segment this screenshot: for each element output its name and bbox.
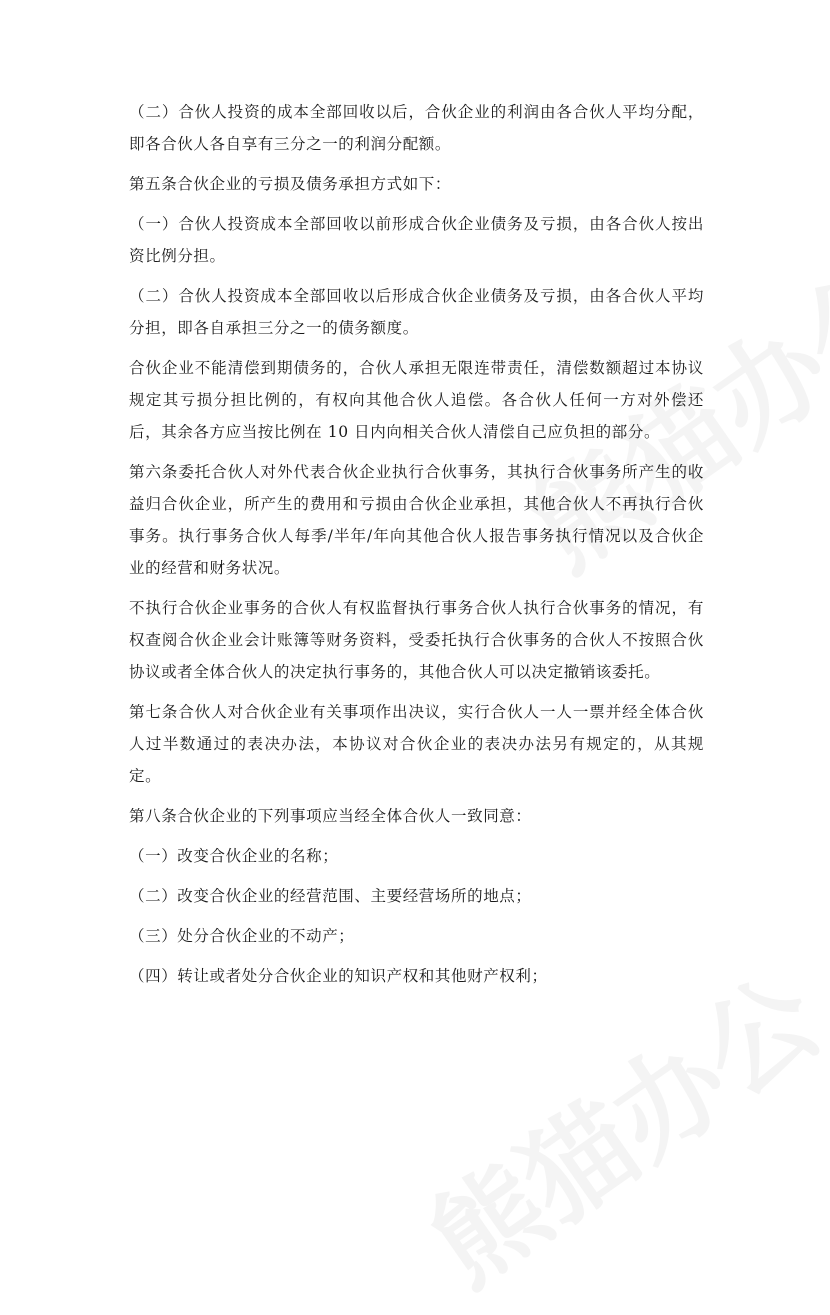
list-item-change-name: （一）改变合伙企业的名称； (129, 847, 339, 865)
paragraph-loss-before-recovery: （一）合伙人投资成本全部回收以前形成合伙企业债务及亏损，由各合伙人按出资比例分担。 (129, 215, 704, 265)
article-7-paragraph: 第七条合伙人对合伙企业有关事项作出决议，实行合伙人一人一票并经全体合伙人过半数通过的表决办法，本协议对合伙企业的表决办法另有规定的，从其规定。 (129, 703, 704, 785)
list-item-dispose-real-estate: （三）处分合伙企业的不动产； (129, 927, 355, 945)
paragraph-profit-after-recovery: （二）合伙人投资的成本全部回收以后，合伙企业的利润由各合伙人平均分配，即各合伙人各自享有三分之一的利润分配额。 (129, 103, 704, 153)
article-5-heading: 第五条合伙企业的亏损及债务承担方式如下： (129, 175, 452, 193)
paragraph-unlimited-liability: 合伙企业不能清偿到期债务的，合伙人承担无限连带责任，清偿数额超过本协议规定其亏损分担比例的，有权向其他合伙人追偿。各合伙人任何一方对外偿还后，其余各方应当按比例在 10 日内向相关合伙人清偿自己应负担的部分。 (129, 359, 704, 441)
article-8-heading: 第八条合伙企业的下列事项应当经全体合伙人一致同意： (129, 807, 532, 825)
list-item-change-scope: （二）改变合伙企业的经营范围、主要经营场所的地点； (129, 887, 532, 905)
paragraph-supervision-rights: 不执行合伙企业事务的合伙人有权监督执行事务合伙人执行合伙事务的情况，有权查阅合伙企业会计账簿等财务资料，受委托执行合伙事务的合伙人不按照合伙协议或者全体合伙人的决定执行事务的，其他合伙人可以决定撤销该委托。 (129, 599, 704, 681)
list-item-transfer-ip: （四）转让或者处分合伙企业的知识产权和其他财产权利； (129, 967, 548, 985)
document-body (129, 96, 704, 992)
article-6-paragraph: 第六条委托合伙人对外代表合伙企业执行合伙事务，其执行合伙事务所产生的收益归合伙企业，所产生的费用和亏损由合伙企业承担，其他合伙人不再执行合伙事务。执行事务合伙人每季/半年/年向其他合伙人报告事务执行情况以及合伙企业的经营和财务状况。 (129, 463, 704, 577)
paragraph-loss-after-recovery: （二）合伙人投资成本全部回收以后形成合伙企业债务及亏损，由各合伙人平均分担，即各自承担三分之一的债务额度。 (129, 287, 704, 337)
